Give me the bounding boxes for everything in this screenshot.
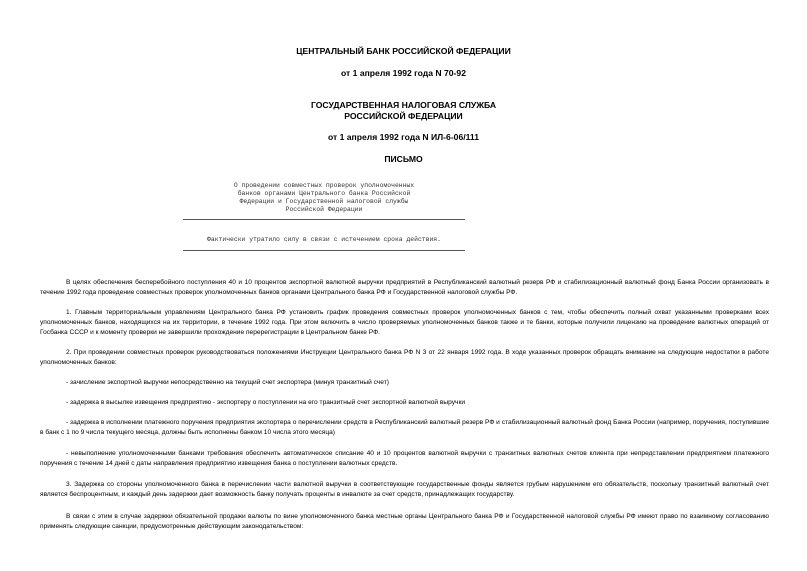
paragraph-intro: В целях обеспечения бесперебойного поступления 40 и 10 процентов экспортной валютной выручки предприятий в Республиканский валютный резерв РФ и стабилизационный валютный фонд Банка России организовать в течение 1992 года проведение совместных проверок уполномоченных банков органами Центрального банка РФ и Государственной налоговой службы РФ. (40, 279, 769, 297)
subject-line-1: О проведении совместных проверок уполномоченных (233, 182, 415, 189)
status-note: Фактически утратило силу в связи с истечением срока действия. (207, 236, 441, 243)
paragraph-2: 2. При проведении совместных проверок руководствоваться положениями Инструкции Центрального банка РФ N 3 от 22 января 1992 года. В ходе указанных проверок обращать внимание на следующие недостатки в работе уполномоченных банков: (40, 349, 769, 367)
list-item-4: - невыполнение уполномоченными банками требования обеспечить автоматическое списание 40 и 10 процентов валютной выручки с транзитных валютных счетов клиента при непредставлении предприятием платежного поручения с течение 14 дней с даты направления предприятию извещения банка о поступлении валютных средств. (40, 450, 769, 468)
issuer-bank: ЦЕНТРАЛЬНЫЙ БАНК РОССИЙСКОЙ ФЕДЕРАЦИИ (296, 46, 511, 56)
divider-bottom (183, 250, 465, 251)
paragraph-3: 3. Задержка со стороны уполномоченного банка в перечислении части валютной выручки в соответствующие государственные фонды является грубым нарушением его обязательств, поскольку транзитный валютный счет является беспроцентным, и каждый день задержки дает возможность банку получать проценты в инвалюте за счет средств, принадлежащих государству. (40, 481, 769, 499)
issuer-tax-service-line1: ГОСУДАРСТВЕННАЯ НАЛОГОВАЯ СЛУЖБА (310, 100, 497, 110)
tax-letter-date: от 1 апреля 1992 года N ИЛ-6-06/111 (327, 132, 480, 142)
issuer-tax-service-line2: РОССИЙСКОЙ ФЕДЕРАЦИИ (344, 111, 463, 121)
bank-letter-date: от 1 апреля 1992 года N 70-92 (341, 68, 466, 78)
list-item-2: - задержка в высылке извещения предприятию - экспортеру о поступлении на его транзитный счет экспортной валютной выручки (66, 399, 466, 406)
paragraph-1: 1. Главным территориальным управлениям Центрального банка РФ установить график проведения совместных проверок уполномоченных банков с тем, чтобы обеспечить полный охват указанными проверками всех уполномоченных банков, находящихся на их территории, в течение 1992 года. При этом включить в число проверяемых уполномоченных банков также и те банки, которые получили лицензию на проведение валютных операций от Госбанка СССР и к моменту проверки не завершили прохождение перерегистрации в Центральном банке РФ. (40, 309, 769, 337)
paragraph-sanctions: В связи с этим в случае задержки обязательной продажи валюты по вине уполномоченного банка местные органы Центрального банка РФ и Государственной налоговой службы РФ имеют право по взаимному согласованию применять следующие санкции, предусмотренные действующим законодательством: (40, 513, 769, 531)
divider-top (183, 219, 465, 220)
list-item-3: - задержка в исполнении платежного поручения предприятия экспортера о перечислении средств в Республиканский валютный резерв РФ и стабилизационный валютный фонд Банка России (например, поручения, поступившие в банк с 1 по 9 числа текущего месяца, должны быть исполнены банком 10 числа этого месяца) (40, 419, 769, 437)
subject-line-4: Российской Федерации (285, 206, 363, 213)
list-item-1: - зачисление экспортной выручки непосредственно на текущий счет экспортера (минуя транзитный счет) (66, 379, 389, 386)
subject-line-2: банков органами Центрального банка Российской (237, 190, 411, 197)
subject-line-3: Федерации и Государственной налоговой службы (239, 198, 409, 205)
document-type: ПИСЬМО (384, 154, 423, 164)
